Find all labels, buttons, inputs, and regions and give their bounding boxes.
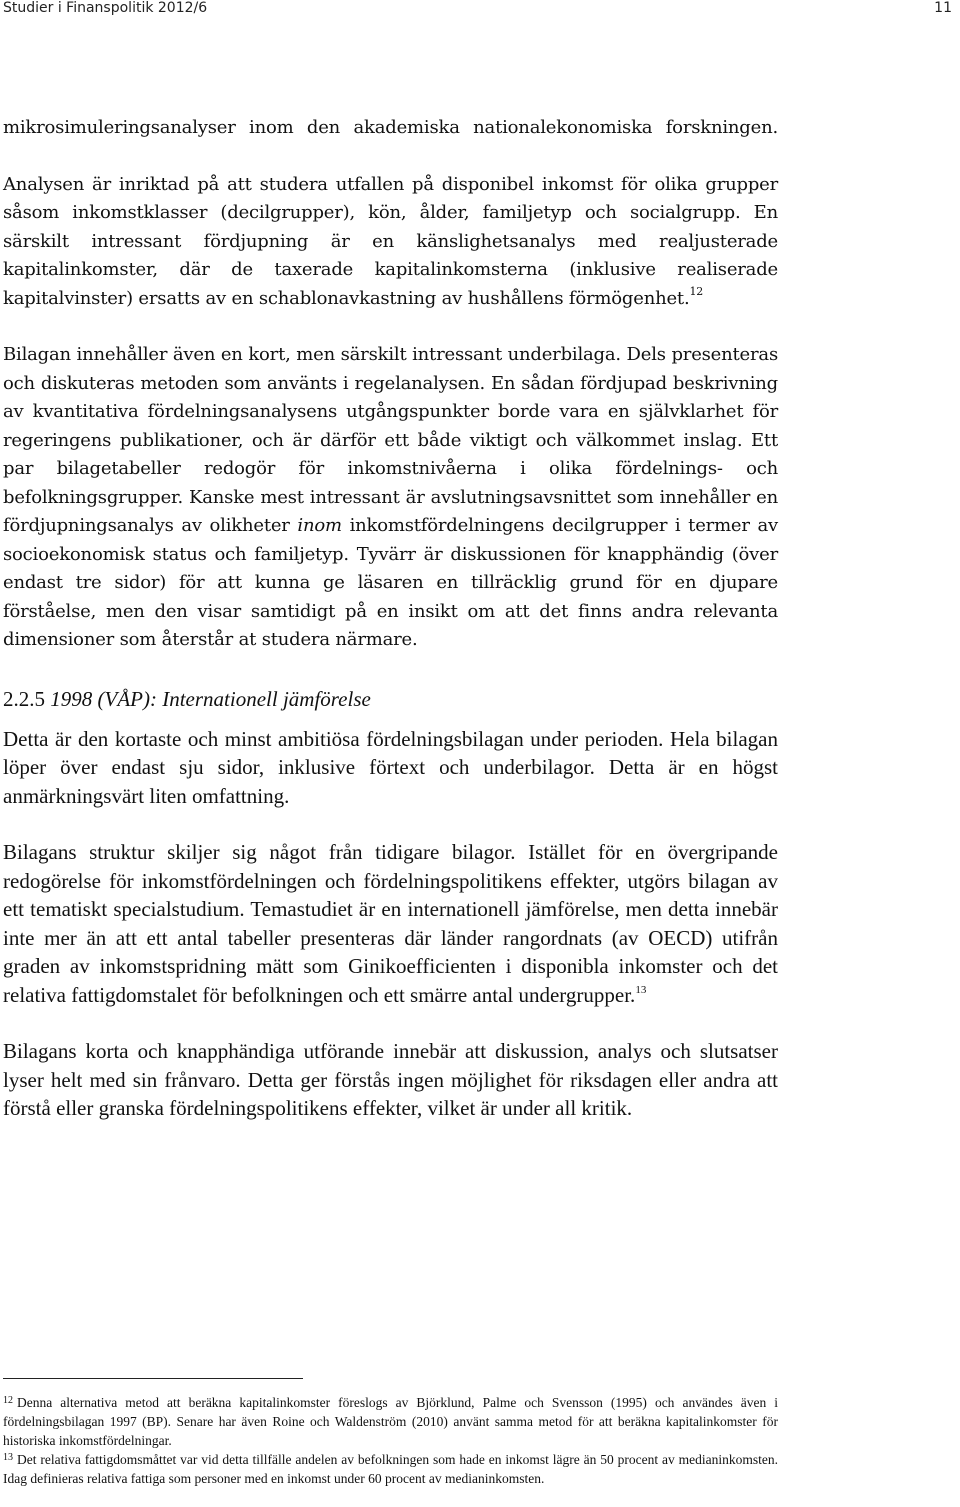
section-title: 1998 (VÅP): Internationell jämförelse xyxy=(50,686,371,711)
paragraph-3-text-a: Bilagan innehåller även en kort, men särskilt intressant underbilaga. Dels presenteras och diskuteras metoden som använts i regelanalysen. En sådan fördjupad beskrivning av kvantitativa fördelningsanalysens utgångspunkter borde vara en självklarhet för regeringens publikationer, och är därför ett både viktigt och välkommet inslag. Ett par bilagetabeller redogör för inkomstnivåerna i olika fördelnings- och befolkningsgrupper. Kanske mest intressant är avslutningsavsnittet som innehåller en fördjupningsanalys av olikheter xyxy=(3,344,778,536)
section-number: 2.2.5 xyxy=(3,686,45,711)
paragraph-1 xyxy=(3,114,778,143)
paragraph-4 xyxy=(3,725,778,811)
footnote-divider xyxy=(3,1378,303,1379)
page-header xyxy=(3,0,952,22)
paragraph-1-text: mikrosimuleringsanalyser inom den akademiska nationalekonomiska forskningen. xyxy=(3,117,778,138)
paragraph-2-text: Analysen är inriktad på att studera utfallen på disponibel inkomst för olika grupper såsom inkomstklasser (decilgrupper), kön, ålder, familjetyp och socialgrupp. En särskilt intressant fördjupning är en känslighetsanalys med realjusterade kapitalinkomster, där de taxerade kapitalinkomsterna (inklusive realiserade kapitalvinster) ersatts av en schablonavkastning av hushållens förmögenhet. xyxy=(3,173,778,309)
paragraph-3-emphasis: inom xyxy=(297,515,342,536)
paragraph-5 xyxy=(3,838,778,1009)
footnote-12-text: Denna alternativa metod att beräkna kapitalinkomster föreslogs av Björklund, Palme och Svensson (1995) och användes även i fördelningsbilagan 1997 (BP). Senare har även Roine och Waldenström (2010) använt samma metod för att beräkna kapitalinkomster för historiska inkomstfördelningar. xyxy=(3,1395,778,1448)
body-text xyxy=(3,114,778,1123)
journal-title: Studier i Finanspolitik 2012/6 xyxy=(3,0,208,16)
paragraph-3-text-b: inkomstfördelningens decilgrupper i termer av socioekonomisk status och familjetyp. Tyvärr är diskussionen för knapphändig (över endast tre sidor) för att kunna ge läsaren en tillräcklig grund för en djupare förståelse, men den visar samtidigt på en insikt om att det finns andra relevanta dimensioner som återstår at studera närmare. xyxy=(3,515,778,650)
paragraph-4-text: Detta är den kortaste och minst ambitiösa fördelningsbilagan under perioden. Hela bilagan löper över endast sju sidor, inklusive förtext och underbilagor. Detta är en högst anmärkningsvärt liten omfattning. xyxy=(3,726,778,808)
paragraph-2 xyxy=(3,171,778,314)
paragraph-6-text: Bilagans korta och knapphändiga utförande innebär att diskussion, analys och slutsatser lyser helt med sin frånvaro. Detta ger förstås ingen möjlighet för riksdagen eller andra att förstå eller granska fördelningspolitikens effekter, vilket är under all kritik. xyxy=(3,1039,778,1120)
footnote-12-mark: 12 xyxy=(3,1395,13,1406)
page-number: 11 xyxy=(934,0,952,16)
paragraph-6 xyxy=(3,1037,778,1123)
footnote-ref-12[interactable]: 12 xyxy=(689,284,704,298)
paragraph-5-text: Bilagans struktur skiljer sig något från tidigare bilagor. Istället för en övergripande redogörelse för inkomstfördelningen och fördelningspolitikens effekter, utgörs bilagan av ett tematiskt specialstudium. Temastudiet är en internationell jämförelse, men detta innebär inte mer än att ett antal tabeller presenteras där länder rangordnats (av OECD) utifrån graden av inkomstspridning mätt som Ginikoefficienten i disponibla inkomster och det relativa fattigdomstalet för befolkningen och ett smärre antal undergrupper. xyxy=(3,840,778,1007)
footnote-13 xyxy=(3,1450,778,1488)
footnote-ref-13[interactable]: 13 xyxy=(635,983,647,996)
footnote-12 xyxy=(3,1393,778,1450)
footnotes xyxy=(3,1378,778,1488)
footnote-13-text: Det relativa fattigdomsmåttet var vid detta tillfälle andelen av befolkningen som hade en inkomst lägre än 50 procent av medianinkomsten. Idag definieras relativa fattiga som personer med en inkomst under 60 procent av medianinkomsten. xyxy=(3,1452,778,1486)
paragraph-3 xyxy=(3,341,778,655)
footnote-13-mark: 13 xyxy=(3,1452,13,1463)
section-heading xyxy=(3,685,778,713)
